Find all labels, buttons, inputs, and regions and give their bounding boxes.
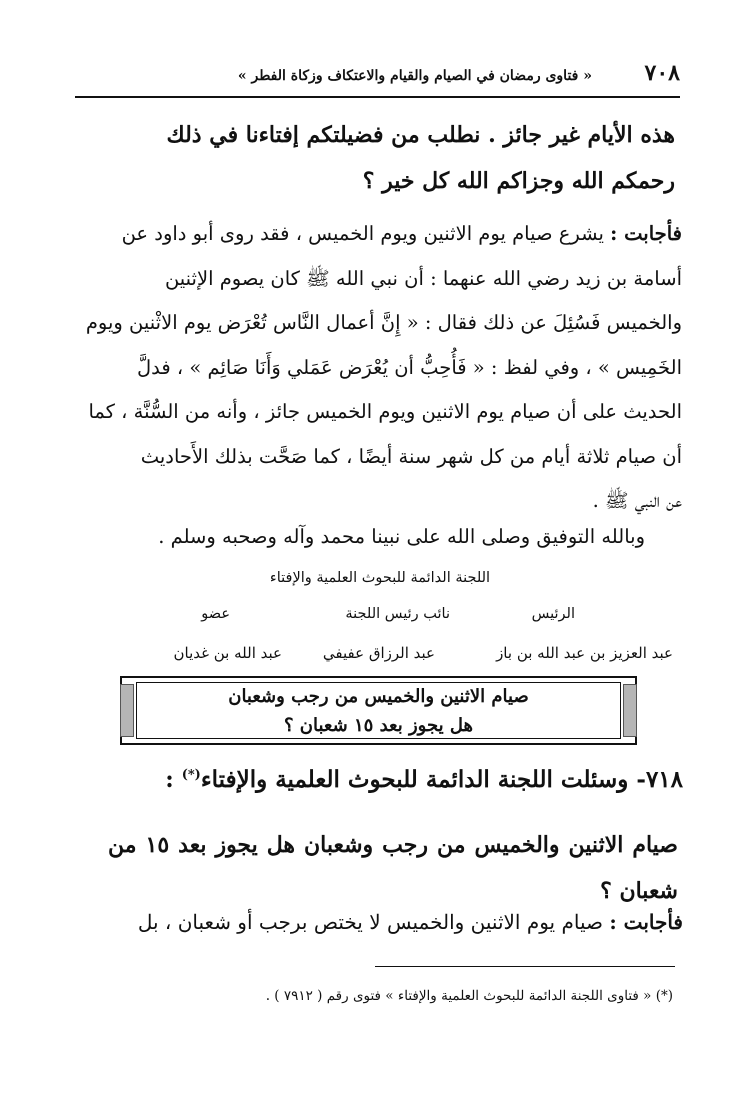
running-title: « فتاوى رمضان في الصيام والقيام والاعتكاف وزكاة الفطر » [237, 68, 592, 84]
header-divider [75, 96, 680, 98]
title-box-left-bar [120, 684, 134, 737]
answer-line: أن صيام ثلاثة أيام من كل شهر سنة أيضًا ، كما صَحَّت بذلك الأَحاديث [140, 444, 682, 468]
answer-line: الخَمِيس » ، وفي لفظ : « فَأُحِبُّ أن يُعْرَض عَمَلي وَأَنَا صَائِم » ، فدلَّ [136, 355, 682, 379]
heading-colon: : [165, 766, 174, 793]
page-number: ٧٠٨ [644, 60, 680, 86]
section-title-line: صيام الاثنين والخميس من رجب وشعبان [228, 685, 529, 707]
answer-line: أسامة بن زيد رضي الله عنهما : أن نبي الله ﷺ كان يصوم الإثنين [164, 266, 682, 290]
question-718-text: صيام الاثنين والخميس من رجب وشعبان هل يجوز بعد ١٥ من شعبان ؟ [108, 832, 678, 904]
role-member: عضو [201, 606, 230, 622]
question-line: هذه الأيام غير جائز . نطلب من فضيلتكم إفتاءنا في ذلك [166, 122, 675, 148]
answer-line: الحديث على أن صيام يوم الاثنين ويوم الخميس جائز ، وأنه من السُّنَّة ، كما [88, 400, 682, 423]
answer-718 [138, 910, 683, 934]
footnote-marker: (*) [181, 767, 201, 783]
section-title [228, 682, 529, 740]
question-718-heading-text: ٧١٨- وسئلت اللجنة الدائمة للبحوث العلمية والإفتاء [200, 766, 683, 793]
question-718-heading [165, 766, 683, 793]
title-box-right-bar [623, 684, 637, 737]
role-chairman: الرئيس [531, 606, 575, 622]
footnote: (*) « فتاوى اللجنة الدائمة للبحوث العلمية والإفتاء » فتوى رقم ( ٧٩١٢ ) . [265, 988, 673, 1004]
answer-718-text: صيام يوم الاثنين والخميس لا يختص برجب أو شعبان ، بل [137, 910, 603, 934]
answer-line: والخميس فَسُئِلَ عن ذلك فقال : « إِنَّ أعمال النَّاس تُعْرَض يوم الاثْنين ويوم [85, 311, 682, 334]
section-title-line: هل يجوز بعد ١٥ شعبان ؟ [283, 714, 473, 736]
page-header [75, 60, 680, 94]
question-continuation [90, 112, 675, 204]
member-ghudayan: عبد الله بن غديان [173, 644, 282, 662]
answer-paragraph [72, 212, 682, 524]
footnote-divider [375, 966, 675, 967]
section-title-box [120, 676, 637, 745]
closing-formula: وبالله التوفيق وصلى الله على نبينا محمد وآله وصحبه وسلم . [158, 525, 645, 548]
answer-lead: فأجابت : [610, 222, 682, 245]
answer-line-text: يشرع صيام يوم الاثنين ويوم الخميس ، فقد روى أبو داود عن [121, 222, 604, 245]
member-bin-baz: عبد العزيز بن عبد الله بن باز [496, 644, 673, 662]
answer-718-lead: فأجابت : [609, 910, 683, 934]
member-afifi: عبد الرزاق عفيفي [322, 644, 435, 662]
answer-line: عن النبي ﷺ . [592, 489, 682, 512]
answer-line [72, 212, 682, 257]
role-vice-chairman: نائب رئيس اللجنة [345, 606, 450, 622]
question-line: رحمكم الله وجزاكم الله كل خير ؟ [362, 168, 675, 194]
committee-name: اللجنة الدائمة للبحوث العلمية والإفتاء [269, 570, 491, 586]
